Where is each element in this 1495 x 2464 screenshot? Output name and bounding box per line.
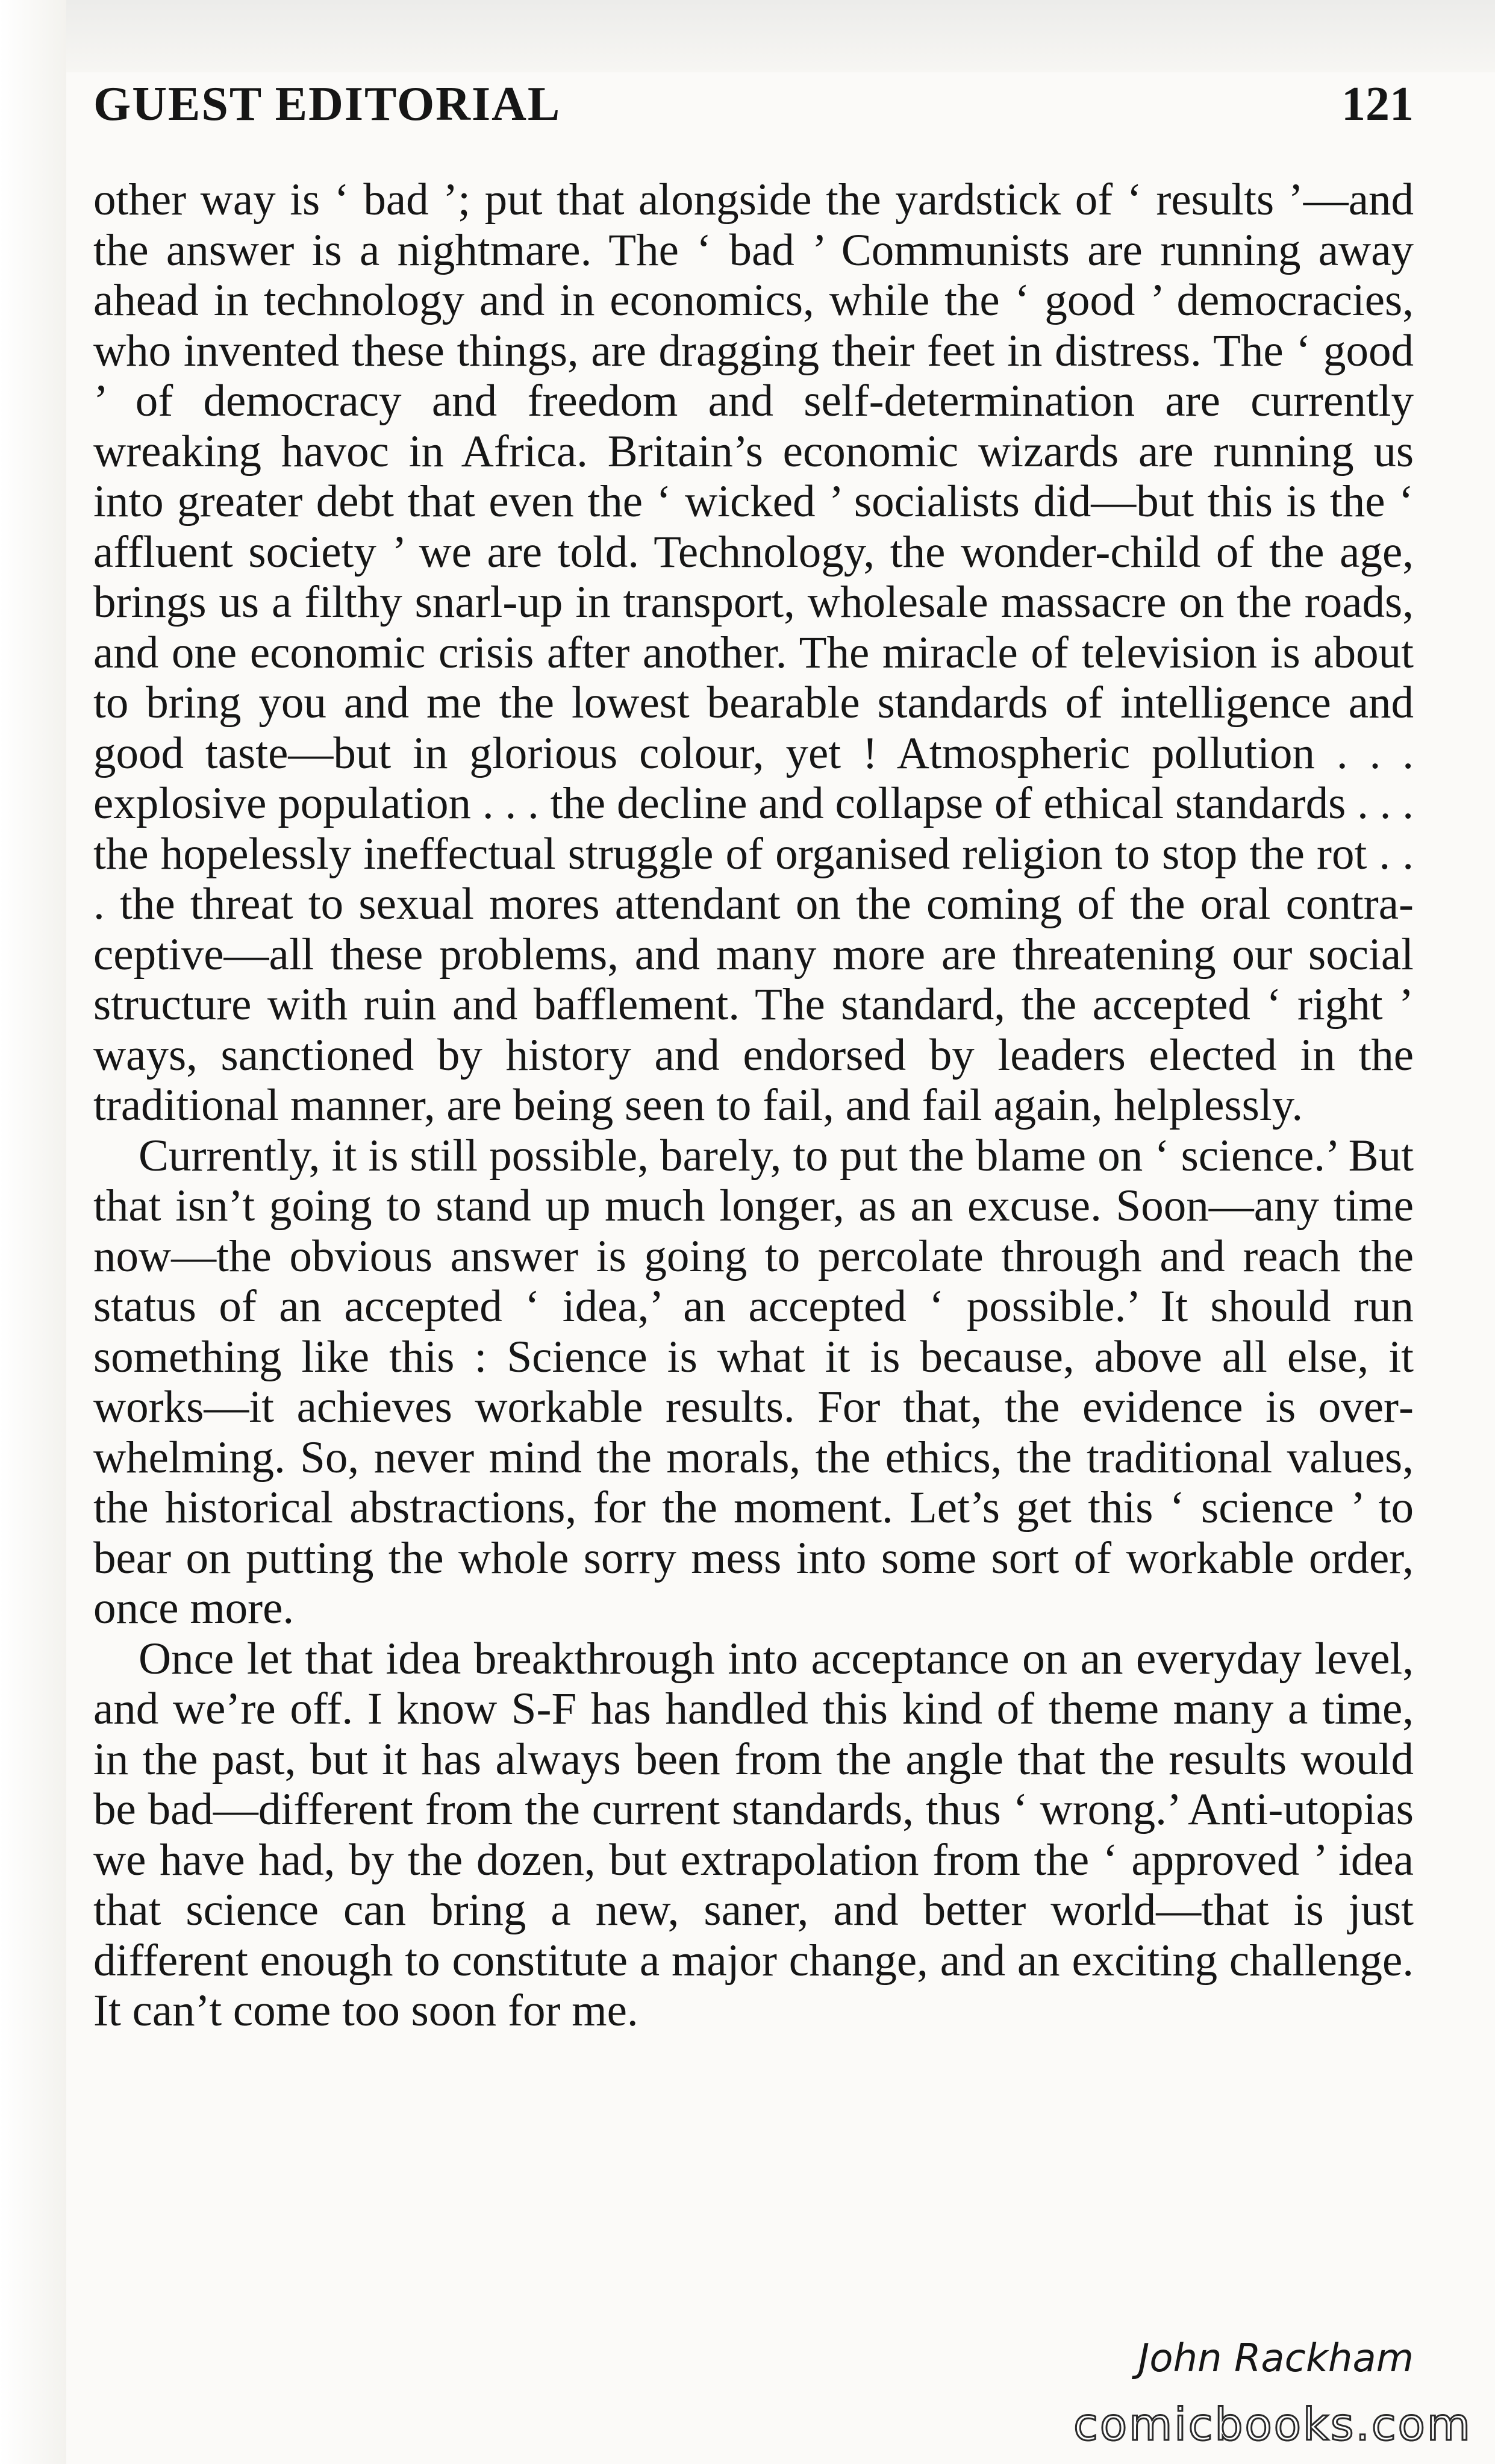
page-number: 121 — [1341, 78, 1414, 131]
scan-top-shadow — [66, 0, 1495, 72]
article-body — [93, 175, 1414, 2036]
scan-margin — [0, 0, 66, 2464]
paragraph: Once let that idea breakthrough into acceptance on an everyday level, and we’re off. I know S-F has handled this kind of theme many a time, in the past, but it has always been from the angle that the results would be bad—different from the current standards, thus ‘ wrong.’ Anti-utopias we have had, by the dozen, but extrapolation from the ‘ approved ’ idea that science can bring a new, saner, and better world—that is just different enough to constitute a major change, and an exciting challenge. It can’t come too soon for me. — [93, 1633, 1414, 2036]
author-signature: John Rackham — [1138, 2336, 1414, 2381]
page-header — [93, 71, 1414, 137]
watermark: comicbooks.com — [1073, 2399, 1472, 2451]
paragraph-continued: other way is ‘ bad ’; put that alongside the yardstick of ‘ results ’—and the answer is a nightmare. The ‘ bad ’ Communists are running away ahead in technology and in economics, while the ‘ good ’ democracies, who invented these things, are dragging their feet in distress. The ‘ good ’ of democracy and freedom and self-determination are currently wreaking havoc in Africa. Britain’s economic wizards are running us into greater debt that even the ‘ wicked ’ socialists did—but this is the ‘ affluent society ’ we are told. Technology, the wonder-child of the age, brings us a filthy snarl-up in transport, wholesale massacre on the roads, and one economic crisis after another. The miracle of television is about to bring you and me the lowest bearable standards of intelligence and good taste—but in glorious colour, yet ! Atmospheric pollution . . . explosive population . . . the decline and collapse of ethical standards . . . the hopelessly ineffectual struggle of organised religion to stop the rot . . . the threat to sexual mores attendant on the coming of the oral contraceptive—all these problems, and many more are threatening our social structure with ruin and bafflement. The standard, the accepted ‘ right ’ ways, sanctioned by history and endorsed by leaders elected in the traditional manner, are being seen to fail, and fail again, helplessly. — [93, 175, 1414, 1130]
paragraph: Currently, it is still possible, barely, to put the blame on ‘ science.’ But that isn’t going to stand up much longer, as an excuse. Soon—any time now—the obvious answer is going to percolate through and reach the status of an accepted ‘ idea,’ an accepted ‘ possible.’ It should run something like this : Science is what it is because, above all else, it works—it achieves workable results. For that, the evidence is overwhelming. So, never mind the morals, the ethics, the traditional values, the historical abstractions, for the moment. Let’s get this ‘ science ’ to bear on putting the whole sorry mess into some sort of workable order, once more. — [93, 1130, 1414, 1633]
running-head: GUEST EDITORIAL — [93, 78, 561, 131]
